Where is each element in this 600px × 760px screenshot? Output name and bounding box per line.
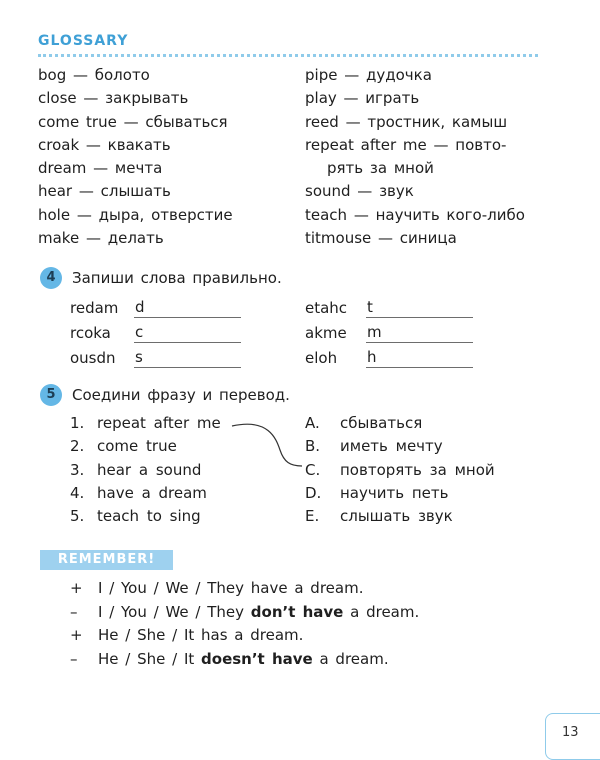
- fill-word-row: [70, 299, 118, 317]
- grammar-rule-row: [70, 650, 389, 668]
- phrase-number: 3.: [70, 460, 85, 479]
- task-4-title: Запиши слова правильно.: [72, 269, 282, 287]
- glossary-entry: come true — сбываться: [38, 112, 228, 131]
- scrambled-word: akme: [305, 324, 347, 342]
- phrase-item[interactable]: [70, 435, 221, 458]
- phrase-text: have a dream: [97, 483, 207, 502]
- phrase-number: 1.: [70, 414, 85, 432]
- translation-letter: E.: [305, 507, 320, 526]
- plus-sign: +: [70, 579, 83, 597]
- glossary-title: GLOSSARY: [38, 33, 129, 49]
- translation-letter: D.: [305, 483, 322, 502]
- answer-line[interactable]: [134, 322, 241, 343]
- translation-list: [305, 412, 495, 528]
- scrambled-word: ousdn: [70, 349, 116, 367]
- rule-text-end: a dream.: [343, 603, 420, 621]
- phrase-item[interactable]: [70, 505, 221, 528]
- scrambled-word: etahc: [305, 299, 348, 317]
- translation-item[interactable]: [305, 435, 495, 458]
- rule-text: I / You / We / They have a dream.: [98, 579, 364, 597]
- translation-text: научить петь: [340, 483, 449, 502]
- minus-sign: –: [70, 650, 78, 668]
- grammar-rule-row: [70, 579, 363, 597]
- glossary-entry: croak — квакать: [38, 135, 171, 154]
- translation-text: слышать звук: [340, 507, 453, 526]
- phrase-number: 2.: [70, 437, 85, 456]
- match-connector-line: [228, 418, 308, 478]
- rule-text: He / She / It: [98, 650, 202, 668]
- glossary-entry: sound — звук: [305, 182, 414, 201]
- glossary-entry: play — играть: [305, 89, 420, 108]
- translation-letter: A.: [305, 414, 320, 432]
- glossary-left-column: [38, 64, 233, 250]
- phrase-item[interactable]: [70, 412, 221, 435]
- answer-line[interactable]: [134, 297, 241, 318]
- translation-text: повторять за мной: [340, 460, 495, 479]
- task-4-badge: 4: [40, 267, 62, 289]
- phrase-number: 4.: [70, 483, 85, 502]
- rule-negative-verb: don’t have: [250, 603, 344, 621]
- translation-text: сбываться: [340, 414, 423, 432]
- page-number: 13: [562, 725, 579, 740]
- translation-item[interactable]: [305, 505, 495, 528]
- phrase-text: hear a sound: [97, 460, 202, 479]
- glossary-entry: pipe — дудочка: [305, 66, 432, 84]
- glossary-entry-continuation: рять за мной: [327, 159, 434, 178]
- translation-item[interactable]: [305, 482, 495, 505]
- remember-tag: REMEMBER!: [40, 550, 173, 570]
- answer-first-letter: c: [135, 323, 144, 341]
- rule-text: He / She / It has a dream.: [98, 626, 304, 644]
- phrase-text: repeat after me: [97, 414, 221, 432]
- glossary-entry: reed — тростник, камыш: [305, 112, 508, 131]
- glossary-right-column: [305, 64, 525, 250]
- glossary-entry: dream — мечта: [38, 159, 163, 178]
- task-5-title: Соедини фразу и перевод.: [72, 386, 290, 404]
- translation-item[interactable]: [305, 412, 495, 435]
- answer-first-letter: d: [135, 298, 145, 316]
- scrambled-word: redam: [70, 299, 119, 317]
- minus-sign: –: [70, 603, 78, 621]
- scrambled-word: eloh: [305, 349, 338, 367]
- glossary-entry: teach — научить кого-либо: [305, 205, 525, 224]
- phrase-number: 5.: [70, 507, 85, 526]
- glossary-entry: hear — слышать: [38, 182, 171, 201]
- translation-text: иметь мечту: [340, 437, 443, 456]
- answer-first-letter: m: [367, 323, 382, 341]
- answer-line[interactable]: [366, 297, 473, 318]
- translation-item[interactable]: [305, 459, 495, 482]
- fill-word-row: [305, 324, 347, 342]
- fill-word-row: [70, 324, 111, 342]
- answer-first-letter: s: [135, 348, 143, 366]
- rule-text: I / You / We / They: [98, 603, 251, 621]
- fill-word-row: [305, 299, 347, 317]
- glossary-entry: bog — болото: [38, 66, 150, 84]
- dotted-divider: [38, 54, 538, 57]
- glossary-entry: make — делать: [38, 229, 164, 248]
- fill-word-row: [305, 349, 337, 367]
- task-5-badge: 5: [40, 384, 62, 406]
- phrase-list: [70, 412, 221, 528]
- answer-first-letter: t: [367, 298, 373, 316]
- glossary-entry: repeat after me — повто-: [305, 135, 507, 154]
- grammar-rule-row: [70, 626, 303, 644]
- answer-line[interactable]: [134, 347, 241, 368]
- answer-line[interactable]: [366, 322, 473, 343]
- answer-first-letter: h: [367, 348, 377, 366]
- scrambled-word: rcoka: [70, 324, 111, 342]
- glossary-entry: hole — дыра, отверстие: [38, 205, 233, 224]
- rule-text-end: a dream.: [312, 650, 389, 668]
- glossary-entry: close — закрывать: [38, 89, 189, 108]
- plus-sign: +: [70, 626, 83, 644]
- answer-line[interactable]: [366, 347, 473, 368]
- rule-negative-verb: doesn’t have: [201, 650, 313, 668]
- phrase-item[interactable]: [70, 482, 221, 505]
- fill-word-row: [70, 349, 116, 367]
- glossary-entry: titmouse — синица: [305, 229, 457, 248]
- translation-letter: B.: [305, 437, 321, 456]
- phrase-item[interactable]: [70, 459, 221, 482]
- translation-letter: C.: [305, 460, 321, 479]
- grammar-rule-row: [70, 603, 419, 621]
- phrase-text: come true: [97, 437, 177, 456]
- phrase-text: teach to sing: [97, 507, 201, 526]
